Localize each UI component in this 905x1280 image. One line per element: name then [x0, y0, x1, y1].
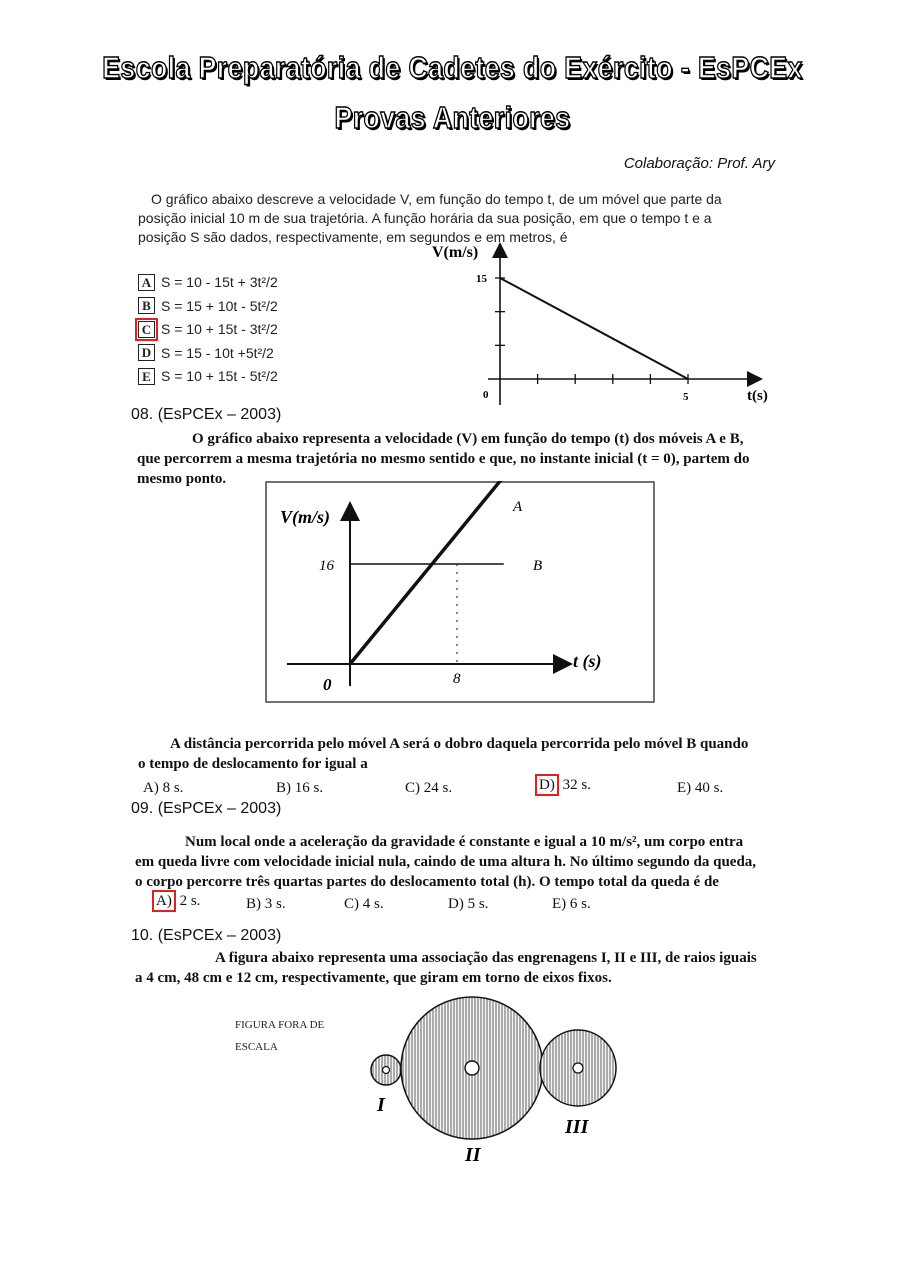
origin-label: 0 — [323, 675, 332, 694]
choice-letter-selected: A) — [152, 890, 176, 912]
q08-question — [138, 734, 778, 774]
q07-options — [138, 272, 278, 386]
choice-letter: B) — [276, 780, 291, 796]
statement-line: posição S são dados, respectivamente, em segundos e em metros, é — [138, 229, 568, 245]
statement-line: O gráfico abaixo representa a velocidade (V) em função do tempo (t) dos móveis A e B, — [192, 431, 744, 447]
option-letter: D — [138, 344, 155, 361]
q08-number: 08. (EsPCEx – 2003) — [131, 406, 282, 423]
choice-text: 4 s. — [362, 896, 384, 912]
y-tick-label: 15 — [476, 273, 487, 285]
y-axis-label: V(m/s) — [432, 244, 479, 261]
gear-ii — [401, 997, 543, 1139]
q10-number: 10. (EsPCEx – 2003) — [131, 927, 282, 944]
choice-text: 32 s. — [562, 777, 591, 793]
option-b[interactable] — [138, 296, 278, 316]
choice-letter: E) — [677, 780, 692, 796]
choice-d[interactable] — [448, 896, 488, 913]
x-axis-label: t(s) — [747, 388, 768, 404]
option-e[interactable] — [138, 366, 278, 386]
choice-d[interactable] — [535, 777, 591, 794]
q08-choices — [143, 777, 783, 802]
gear-i — [371, 1055, 401, 1085]
q07-statement — [138, 190, 791, 247]
choice-text: 3 s. — [264, 896, 286, 912]
gears-figure — [360, 995, 630, 1170]
statement-line: em queda livre com velocidade inicial nula, caindo de uma altura h. No último segundo da queda, — [135, 854, 757, 870]
figure-scale-note — [235, 1014, 324, 1058]
option-text: S = 10 - 15t + 3t²/2 — [161, 274, 278, 290]
question-line: o tempo de deslocamento for igual a — [138, 756, 368, 772]
choice-a[interactable] — [152, 893, 200, 910]
option-c[interactable] — [138, 319, 278, 339]
option-letter: A — [138, 274, 155, 291]
statement-line: O gráfico abaixo descreve a velocidade V, em função do tempo t, de um móvel que parte da — [151, 191, 722, 207]
choice-text: 5 s. — [467, 896, 489, 912]
x-tick-label: 5 — [683, 391, 689, 403]
gear-ii-label: II — [465, 1144, 481, 1166]
choice-text: 24 s. — [423, 780, 453, 796]
origin-label: 0 — [483, 389, 489, 401]
choice-letter-selected: D) — [535, 774, 559, 796]
option-text: S = 15 - 10t +5t²/2 — [161, 344, 274, 361]
choice-text: 6 s. — [569, 896, 591, 912]
q09-statement — [135, 832, 785, 892]
statement-line: o corpo percorre três quartas partes do deslocamento total (h). O tempo total da queda é de — [135, 874, 719, 890]
statement-line: posição inicial 10 m de sua trajetória. A função horária da sua posição, em que o tempo t e a — [138, 210, 712, 226]
choice-c[interactable] — [405, 780, 452, 797]
statement-line: A figura abaixo representa uma associação das engrenagens I, II e III, de raios iguais — [215, 950, 757, 966]
page-subtitle: Provas Anteriores — [334, 100, 571, 135]
y-axis-label: V(m/s) — [280, 507, 331, 527]
statement-line: Num local onde a aceleração da gravidade é constante e igual a 10 m/s², um corpo entra — [185, 834, 744, 850]
choice-text: 16 s. — [294, 780, 324, 796]
choice-letter: C) — [344, 896, 359, 912]
option-text: S = 10 + 15t - 3t²/2 — [161, 321, 278, 337]
y-tick-label: 16 — [319, 558, 334, 574]
x-tick-label: 8 — [453, 671, 461, 687]
option-letter: B — [138, 297, 155, 314]
choice-letter: A) — [143, 780, 159, 796]
q08-velocity-chart — [265, 481, 655, 703]
choice-b[interactable] — [246, 896, 286, 913]
q08-statement — [137, 429, 777, 489]
choice-c[interactable] — [344, 896, 384, 913]
gear-i-label: I — [377, 1094, 385, 1116]
series-b-label: B — [533, 558, 543, 574]
velocity-line — [500, 278, 688, 379]
choice-b[interactable] — [276, 780, 323, 797]
option-letter: E — [138, 368, 155, 385]
choice-text: 8 s. — [162, 780, 184, 796]
choice-a[interactable] — [143, 780, 183, 797]
choice-e[interactable] — [677, 780, 723, 797]
axis-ticks — [495, 278, 688, 384]
q10-statement — [135, 948, 785, 988]
choice-letter: E) — [552, 896, 567, 912]
q09-number: 09. (EsPCEx – 2003) — [131, 800, 282, 817]
choice-text: 2 s. — [179, 893, 201, 909]
q09-choices — [152, 893, 792, 918]
choice-letter: C) — [405, 780, 420, 796]
option-a[interactable] — [138, 272, 278, 292]
statement-line: a 4 cm, 48 cm e 12 cm, respectivamente, que giram em torno de eixos fixos. — [135, 970, 612, 986]
question-line: A distância percorrida pelo móvel A será o dobro daquela percorrida pelo móvel B quando — [170, 736, 749, 752]
series-a-line — [350, 481, 504, 664]
option-d[interactable] — [138, 343, 278, 363]
gear-iii-label: III — [565, 1116, 589, 1138]
collaboration-credit: Colaboração: Prof. Ary — [623, 155, 775, 172]
gear-iii — [540, 1030, 616, 1106]
option-letter-selected: C — [138, 321, 155, 338]
choice-text: 40 s. — [694, 780, 724, 796]
choice-letter: B) — [246, 896, 261, 912]
statement-line: que percorrem a mesma trajetória no mesmo sentido e que, no instante inicial (t = 0), partem do — [137, 451, 750, 467]
series-a-label: A — [513, 499, 523, 515]
option-text: S = 10 + 15t - 5t²/2 — [161, 368, 278, 384]
choice-e[interactable] — [552, 896, 591, 913]
option-text: S = 15 + 10t - 5t²/2 — [161, 297, 278, 314]
q07-velocity-chart — [420, 240, 780, 410]
x-axis-label: t (s) — [573, 651, 602, 671]
statement-line: mesmo ponto. — [137, 471, 227, 487]
choice-letter: D) — [448, 896, 464, 912]
note-line: FIGURA FORA DE — [235, 1019, 325, 1031]
page-title: Escola Preparatória de Cadetes do Exército - EsPCEx — [102, 50, 803, 85]
note-line: ESCALA — [235, 1041, 278, 1053]
